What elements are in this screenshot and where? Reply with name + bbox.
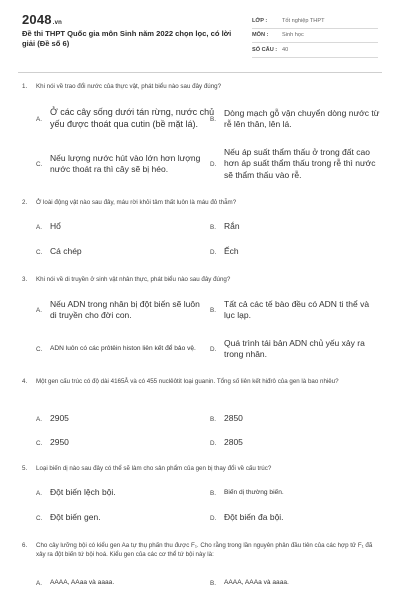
question-1: 1. Khi nói về trao đổi nước của thực vật, phát biểu nào sau đây đúng? bbox=[22, 83, 382, 92]
question-text: Khi nói về di truyền ở sinh vật nhân thực, phát biểu nào sau đây đúng? bbox=[36, 276, 231, 283]
option-5a[interactable]: A. Đột biến lệch bội. bbox=[36, 487, 116, 498]
meta-row-subject: MÔN : Sinh học bbox=[252, 29, 378, 44]
question-text: Ở loài động vật nào sau đây, máu rời khỏi tâm thất luôn là máu đỏ thẫm? bbox=[36, 199, 237, 206]
question-text: Khi nói về trao đổi nước của thực vật, phát biểu nào sau đây đúng? bbox=[36, 83, 222, 90]
site-logo[interactable]: 2048.vn bbox=[22, 12, 63, 27]
option-1d[interactable]: D. Nếu áp suất thẩm thấu ở trong đất cao hơn áp suất thẩm thấu trong rễ thì nước sẽ thẩm thấu vào rễ. bbox=[210, 147, 376, 180]
question-5: 5. Loại biến dị nào sau đây có thể sẽ làm cho sản phẩm của gen bị thay đổi về cấu trúc? bbox=[22, 465, 382, 474]
question-text: Một gen cấu trúc có độ dài 4165Å và có 455 nuclêôtit loại guanin. Tổng số liên kết hiđrô của gen là bao nhiêu? bbox=[36, 378, 339, 385]
question-text: Loại biến dị nào sau đây có thể sẽ làm cho sản phẩm của gen bị thay đổi về cấu trúc? bbox=[36, 465, 272, 472]
option-5b[interactable]: B. Biến dị thường biến. bbox=[210, 488, 284, 497]
option-3c[interactable]: C. ADN luôn có các prôtêin histon liên kết để bảo vệ. bbox=[36, 344, 196, 353]
meta-row-count: SỐ CÂU : 40 bbox=[252, 43, 378, 58]
option-3d[interactable]: D. Quá trình tái bản ADN chủ yếu xảy ra trong nhân. bbox=[210, 337, 365, 359]
option-4d[interactable]: D. 2805 bbox=[210, 437, 243, 448]
option-4b[interactable]: B. 2850 bbox=[210, 413, 243, 424]
option-4a[interactable]: A. 2905 bbox=[36, 413, 69, 424]
document-header bbox=[0, 0, 400, 62]
option-2b[interactable]: B. Rắn bbox=[210, 221, 240, 232]
document-meta bbox=[252, 14, 378, 58]
option-1c[interactable]: C. Nếu lượng nước hút vào lớn hơn lượng nước thoát ra thì cây sẽ bị héo. bbox=[36, 152, 201, 174]
option-2d[interactable]: D. Ếch bbox=[210, 246, 239, 257]
question-2: 2. Ở loài động vật nào sau đây, máu rời khỏi tâm thất luôn là máu đỏ thẫm? bbox=[22, 199, 382, 208]
option-6b[interactable]: B. AAAA, AAAa và aaaa. bbox=[210, 578, 289, 587]
question-6: 6. Cho cây lưỡng bội có kiểu gen Aa tự thụ phấn thu được F₁. Cho rằng trong lần nguyên phân đầu tiên của các hợp tử F₁ đã xảy ra đột biến tứ bội hoá. Kiểu gen của các cơ thể tứ bội này là: bbox=[22, 542, 382, 560]
option-3b[interactable]: B. Tất cả các tế bào đều có ADN ti thể và lục lạp. bbox=[210, 298, 370, 320]
option-4c[interactable]: C. 2950 bbox=[36, 437, 69, 448]
option-5d[interactable]: D. Đột biến đa bội. bbox=[210, 512, 284, 523]
question-text: Cho cây lưỡng bội có kiểu gen Aa tự thụ phấn thu được F₁. Cho rằng trong lần nguyên phân đầu tiên của các hợp tử F₁ đã xảy ra đột biến tứ bội hoá. Kiểu gen của các cơ thể tứ bội này là: bbox=[36, 542, 373, 558]
question-4: 4. Một gen cấu trúc có độ dài 4165Å và có 455 nuclêôtit loại guanin. Tổng số liên kết hiđrô của gen là bao nhiêu? bbox=[22, 378, 382, 387]
document-title: Đề thi THPT Quốc gia môn Sinh năm 2022 chọn lọc, có lời giải (Đề số 6) bbox=[22, 29, 232, 49]
option-5c[interactable]: C. Đột biến gen. bbox=[36, 512, 101, 523]
option-2a[interactable]: A. Hổ bbox=[36, 221, 61, 232]
option-1b[interactable]: B. Dòng mạch gỗ vận chuyển dòng nước từ rễ lên thân, lên lá. bbox=[210, 107, 380, 129]
option-2c[interactable]: C. Cá chép bbox=[36, 246, 82, 257]
question-3: 3. Khi nói về di truyền ở sinh vật nhân thực, phát biểu nào sau đây đúng? bbox=[22, 276, 382, 285]
meta-row-class: LỚP : Tốt nghiệp THPT bbox=[252, 14, 378, 29]
option-6a[interactable]: A. AAAA, AAaa và aaaa. bbox=[36, 578, 115, 587]
header-divider bbox=[18, 72, 382, 73]
option-1a[interactable]: A. Ở các cây sống dưới tán rừng, nước chủ yếu được thoát qua cutin (bề mặt lá). bbox=[36, 107, 215, 129]
option-3a[interactable]: A. Nếu ADN trong nhân bị đột biến sẽ luôn di truyền cho đời con. bbox=[36, 298, 200, 320]
